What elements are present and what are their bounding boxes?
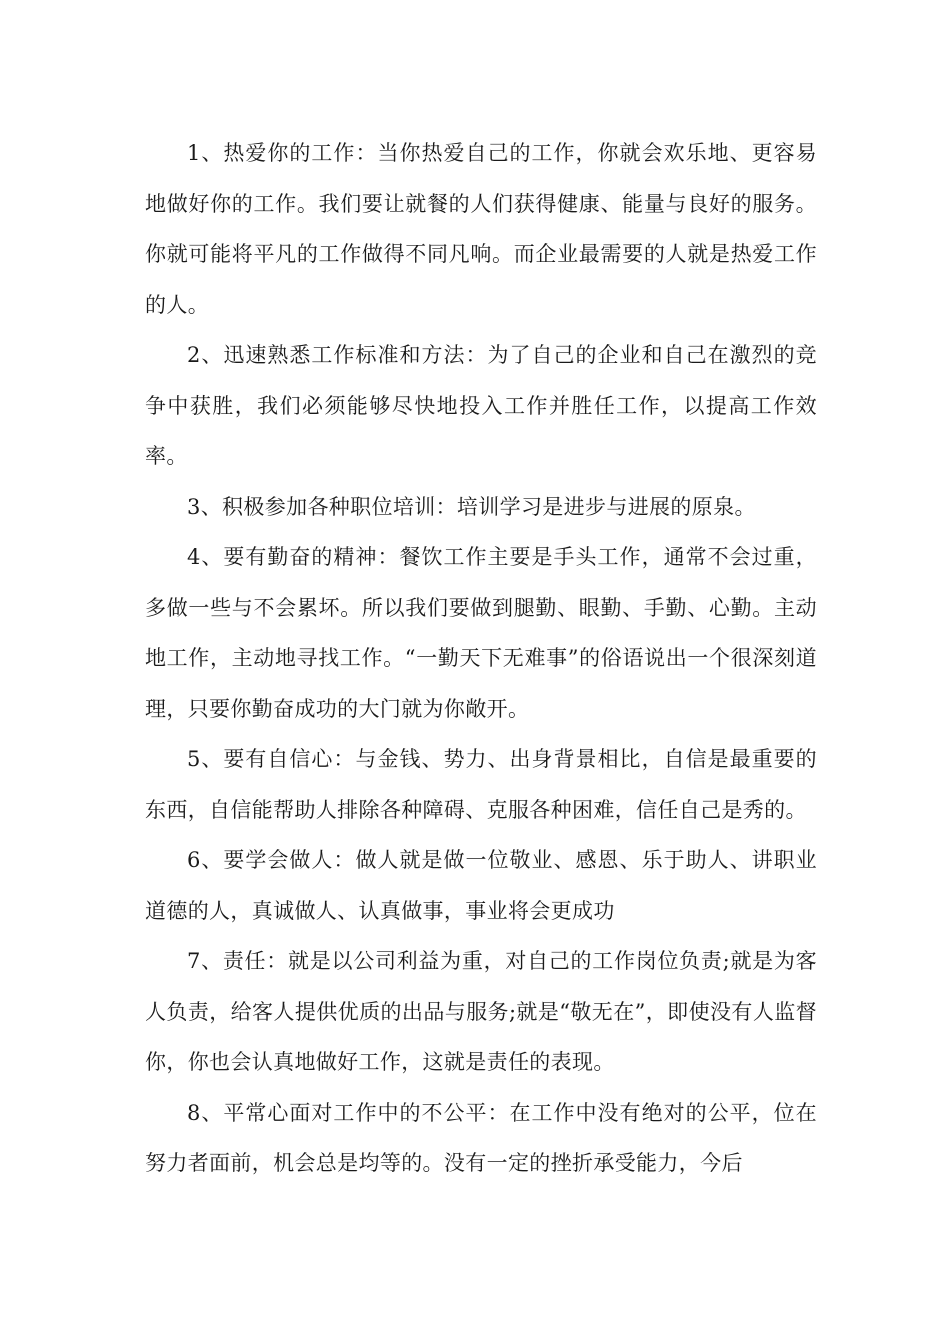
document-body xyxy=(145,128,817,1189)
paragraph-4: 4、要有勤奋的精神：餐饮工作主要是手头工作，通常不会过重，多做一些与不会累坏。所以我们要做到腿勤、眼勤、手勤、心勤。主动地工作，主动地寻找工作。“一勤天下无难事”的俗语说出一个很深刻道理，只要你勤奋成功的大门就为你敞开。 xyxy=(145,545,817,721)
paragraph-6: 6、要学会做人：做人就是做一位敬业、感恩、乐于助人、讲职业道德的人，真诚做人、认真做事，事业将会更成功 xyxy=(145,848,817,923)
paragraph-1: 1、热爱你的工作：当你热爱自己的工作，你就会欢乐地、更容易地做好你的工作。我们要让就餐的人们获得健康、能量与良好的服务。你就可能将平凡的工作做得不同凡响。而企业最需要的人就是热爱工作的人。 xyxy=(145,141,817,317)
paragraph-2: 2、迅速熟悉工作标准和方法：为了自己的企业和自己在激烈的竞争中获胜，我们必须能够尽快地投入工作并胜任工作，以提高工作效率。 xyxy=(145,343,817,468)
paragraph-3: 3、积极参加各种职位培训：培训学习是进步与进展的原泉。 xyxy=(187,494,756,519)
paragraph-8: 8、平常心面对工作中的不公平：在工作中没有绝对的公平，位在努力者面前，机会总是均等的。没有一定的挫折承受能力，今后 xyxy=(145,1100,817,1175)
paragraph-7: 7、责任：就是以公司利益为重，对自己的工作岗位负责;就是为客人负责，给客人提供优质的出品与服务;就是“敬无在”，即使没有人监督你，你也会认真地做好工作，这就是责任的表现。 xyxy=(145,949,817,1074)
paragraph-5: 5、要有自信心：与金钱、势力、出身背景相比，自信是最重要的东西，自信能帮助人排除各种障碍、克服各种困难，信任自己是秀的。 xyxy=(145,747,817,822)
